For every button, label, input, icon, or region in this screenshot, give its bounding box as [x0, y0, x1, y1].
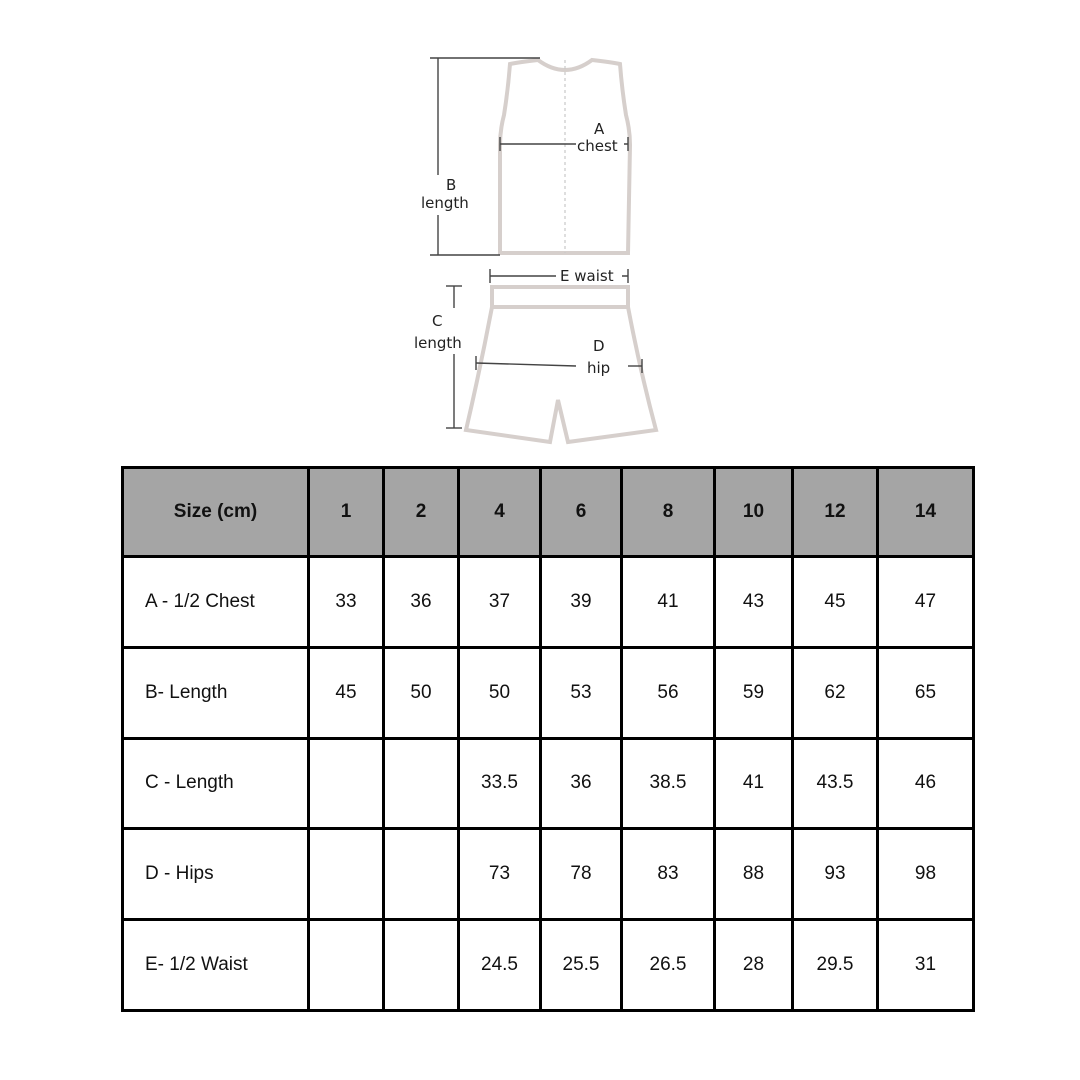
- header-size: 6: [541, 468, 622, 557]
- table-cell: [384, 738, 459, 829]
- table-cell: 43.5: [793, 738, 878, 829]
- table-cell: 73: [459, 829, 541, 920]
- header-size: 14: [878, 468, 974, 557]
- b-letter: B: [446, 176, 457, 194]
- table-cell: 31: [878, 920, 974, 1011]
- table-header-row: [123, 468, 974, 557]
- e-label: E waist: [560, 267, 614, 285]
- row-label: E- 1/2 Waist: [123, 920, 309, 1011]
- table-row: [123, 557, 974, 648]
- a-letter: A: [594, 120, 605, 138]
- table-cell: [309, 738, 384, 829]
- table-cell: 33: [309, 557, 384, 648]
- garment-measurement-diagram: [400, 50, 680, 450]
- table-cell: 47: [878, 557, 974, 648]
- header-size: 8: [622, 468, 715, 557]
- row-label: D - Hips: [123, 829, 309, 920]
- table-row: [123, 738, 974, 829]
- table-cell: 41: [715, 738, 793, 829]
- table-row: [123, 829, 974, 920]
- table-cell: 36: [384, 557, 459, 648]
- size-chart-table: [121, 466, 975, 1012]
- table-cell: 78: [541, 829, 622, 920]
- table-cell: [384, 920, 459, 1011]
- table-cell: 46: [878, 738, 974, 829]
- table-cell: 33.5: [459, 738, 541, 829]
- table-row: [123, 920, 974, 1011]
- table-cell: [309, 920, 384, 1011]
- table-cell: 53: [541, 647, 622, 738]
- table-cell: 38.5: [622, 738, 715, 829]
- table-cell: 59: [715, 647, 793, 738]
- table-cell: [309, 829, 384, 920]
- table-row: [123, 647, 974, 738]
- header-size-label: Size (cm): [123, 468, 309, 557]
- table-cell: 50: [459, 647, 541, 738]
- table-cell: 39: [541, 557, 622, 648]
- table-cell: [384, 829, 459, 920]
- row-label: A - 1/2 Chest: [123, 557, 309, 648]
- table-cell: 45: [793, 557, 878, 648]
- table-cell: 93: [793, 829, 878, 920]
- d-word: hip: [587, 359, 611, 377]
- header-size: 4: [459, 468, 541, 557]
- c-letter: C: [432, 312, 443, 330]
- c-word: length: [414, 334, 462, 352]
- table-cell: 25.5: [541, 920, 622, 1011]
- table-cell: 65: [878, 647, 974, 738]
- table-cell: 26.5: [622, 920, 715, 1011]
- row-label: C - Length: [123, 738, 309, 829]
- table-cell: 36: [541, 738, 622, 829]
- shorts-outline: [466, 307, 656, 442]
- row-label: B- Length: [123, 647, 309, 738]
- b-word: length: [421, 194, 469, 212]
- table-cell: 62: [793, 647, 878, 738]
- table-cell: 88: [715, 829, 793, 920]
- header-size: 2: [384, 468, 459, 557]
- d-hip-line: [476, 363, 576, 366]
- table-cell: 50: [384, 647, 459, 738]
- a-word: chest: [577, 137, 618, 155]
- table-cell: 56: [622, 647, 715, 738]
- table-cell: 41: [622, 557, 715, 648]
- shorts-waistband: [492, 287, 628, 307]
- table-cell: 98: [878, 829, 974, 920]
- d-letter: D: [593, 337, 605, 355]
- table-cell: 29.5: [793, 920, 878, 1011]
- table-cell: 37: [459, 557, 541, 648]
- header-size: 10: [715, 468, 793, 557]
- header-size: 1: [309, 468, 384, 557]
- table-cell: 83: [622, 829, 715, 920]
- garment-diagram-svg: [400, 50, 680, 450]
- table-cell: 28: [715, 920, 793, 1011]
- table-cell: 24.5: [459, 920, 541, 1011]
- header-size: 12: [793, 468, 878, 557]
- table-cell: 43: [715, 557, 793, 648]
- table-cell: 45: [309, 647, 384, 738]
